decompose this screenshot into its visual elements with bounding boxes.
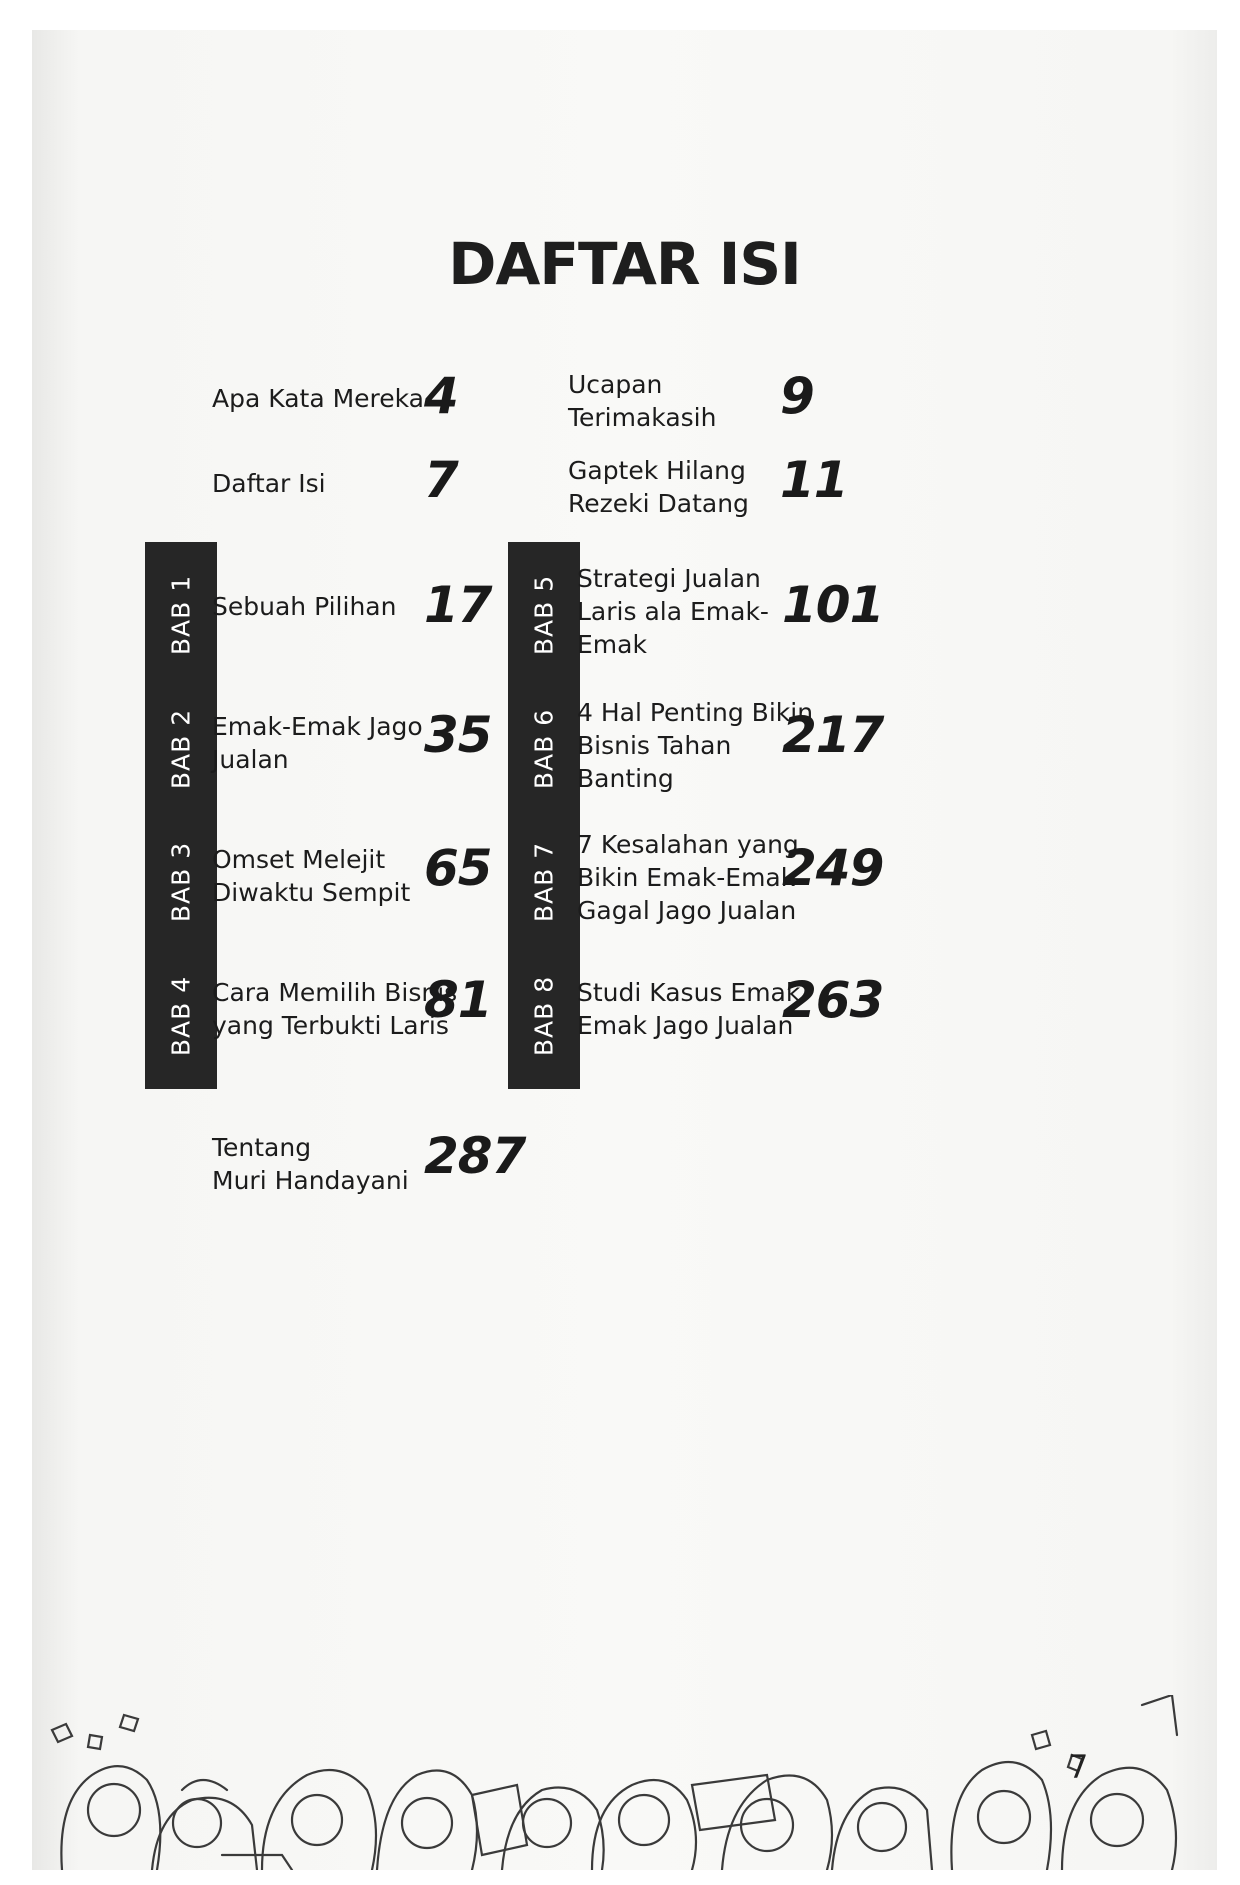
chapter-tab [145,676,217,822]
page-number: 7 [1068,1748,1089,1786]
toc-entry-label: Apa Kata Mereka [212,384,424,413]
chapter-tab-label: BAB 7 [529,841,559,923]
chapter-title: Emak-Emak Jago Jualan [212,712,423,774]
toc-entry-page: 7 [424,451,458,509]
chapter-title: Omset Melejit Diwaktu Sempit [212,845,411,907]
chapter-tab [508,676,580,822]
chapter-page: 263 [782,971,884,1029]
chapter-tab-label: BAB 1 [166,574,196,656]
doodle-illustration [32,1695,1217,1870]
chapter-tab [145,809,217,955]
toc-entry-page: 287 [424,1127,526,1185]
chapter-tab-label: BAB 3 [166,841,196,923]
chapter-page: 249 [782,839,884,897]
chapter-title: Studi Kasus Emak Emak Jago Jualan [577,978,801,1040]
chapter-tab-label: BAB 2 [166,708,196,790]
toc-entry-page: 9 [780,367,814,425]
chapter-tab-label: BAB 6 [529,708,559,790]
doodle-money-icon [52,1724,72,1742]
doodle-money-icon [1032,1731,1050,1749]
chapter-title: 4 Hal Penting Bikin Bisnis Tahan Banting [577,698,814,793]
toc-entry-page: 4 [424,367,458,425]
chapter-tab-label: BAB 4 [166,975,196,1057]
chapter-page: 217 [782,706,884,764]
toc-entry-label: Ucapan Terimakasih [568,370,717,432]
chapter-title: Sebuah Pilihan [212,592,397,621]
toc-entry-page: 11 [780,451,848,509]
toc-entry-label: Gaptek Hilang Rezeki Datang [568,456,749,518]
chapter-tab [145,943,217,1089]
toc-entry-label: Tentang Muri Handayani [212,1133,409,1195]
toc-entry-label: Daftar Isi [212,469,326,498]
chapter-page: 101 [782,576,884,634]
chapter-tab [508,542,580,688]
chapter-tab [508,809,580,955]
doodle-money-icon [120,1715,138,1731]
chapter-tab-label: BAB 5 [529,574,559,656]
chapter-title: Cara Memilih Bisnis yang Terbukti Laris [212,978,458,1040]
doodle-money-icon [88,1735,102,1749]
chapter-page: 65 [424,839,492,897]
chapter-page: 35 [424,706,492,764]
chapter-title: 7 Kesalahan yang Bikin Emak-Emak Gagal Jago Jualan [577,830,799,925]
chapter-tab-label: BAB 8 [529,975,559,1057]
chapter-page: 17 [424,576,492,634]
chapter-title: Strategi Jualan Laris ala Emak- Emak [577,564,769,659]
chapter-tab [508,943,580,1089]
book-page [32,30,1217,1870]
chapter-tab [145,542,217,688]
page-title: DAFTAR ISI [448,230,801,298]
chapter-page: 81 [424,971,492,1029]
